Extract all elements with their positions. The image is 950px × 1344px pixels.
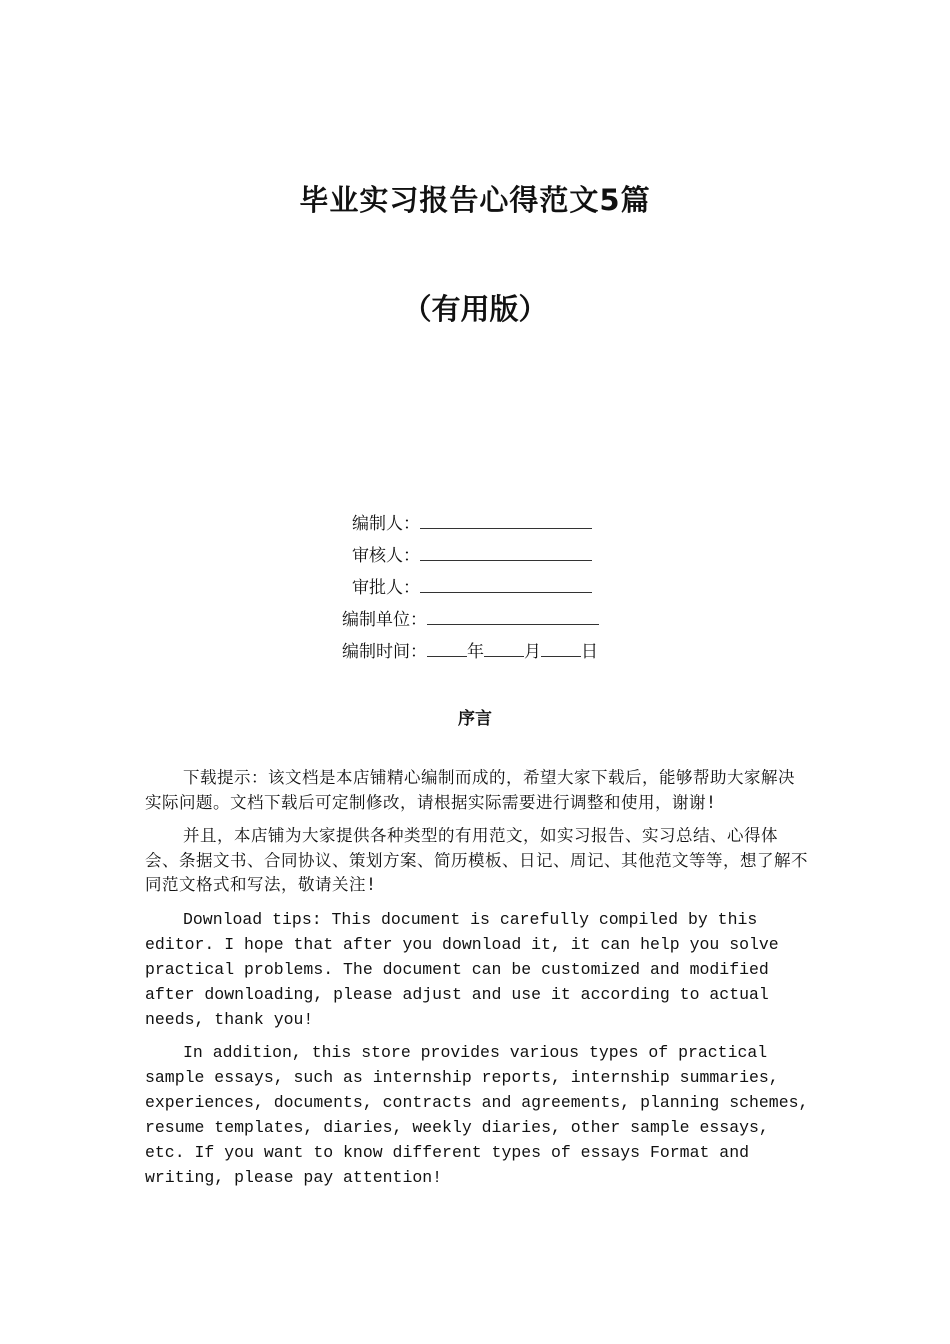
editor-field xyxy=(352,512,592,535)
editor-blank-line xyxy=(420,512,592,529)
preface-heading: 序言 xyxy=(458,709,492,729)
paragraph-download-tip-en: Download tips: This document is carefully compiled by this editor. I hope that after you download it, it can help you solve practical problems. The document can be customized and modified after downloading, please adjust and use it according to actual needs, thank you! xyxy=(145,909,779,1029)
time-label: 编制时间： xyxy=(342,642,427,662)
approver-field xyxy=(352,576,592,599)
year-label: 年 xyxy=(467,642,484,662)
approver-label: 审批人： xyxy=(352,578,420,598)
unit-label: 编制单位： xyxy=(342,610,427,630)
preface-body xyxy=(145,766,810,1198)
unit-field xyxy=(342,608,599,631)
year-blank-line xyxy=(427,640,467,657)
time-field xyxy=(342,640,598,663)
paragraph-store-info-en: In addition, this store provides various types of practical sample essays, such as internship reports, internship summaries, experiences, documents, contracts and agreements, planning schemes, resume templates, diaries, weekly diaries, other sample essays, etc. If you want to know different types of essays Format and writing, please pay attention! xyxy=(145,1042,809,1187)
paragraph-download-tip-cn: 下载提示：该文档是本店铺精心编制而成的，希望大家下载后，能够帮助大家解决实际问题。文档下载后可定制修改，请根据实际需要进行调整和使用，谢谢! xyxy=(145,768,795,812)
reviewer-blank-line xyxy=(420,544,592,561)
editor-label: 编制人： xyxy=(352,514,420,534)
month-label: 月 xyxy=(524,642,541,662)
document-subtitle: （有用版） xyxy=(402,292,548,326)
reviewer-field xyxy=(352,544,592,567)
day-blank-line xyxy=(541,640,581,657)
document-title: 毕业实习报告心得范文5篇 xyxy=(299,183,651,217)
approver-blank-line xyxy=(420,576,592,593)
day-label: 日 xyxy=(581,642,598,662)
month-blank-line xyxy=(484,640,524,657)
unit-blank-line xyxy=(427,608,599,625)
reviewer-label: 审核人： xyxy=(352,546,420,566)
paragraph-store-info-cn: 并且，本店铺为大家提供各种类型的有用范文，如实习报告、实习总结、心得体会、条据文书、合同协议、策划方案、简历模板、日记、周记、其他范文等等，想了解不同范文格式和写法，敬请关注! xyxy=(145,826,808,894)
